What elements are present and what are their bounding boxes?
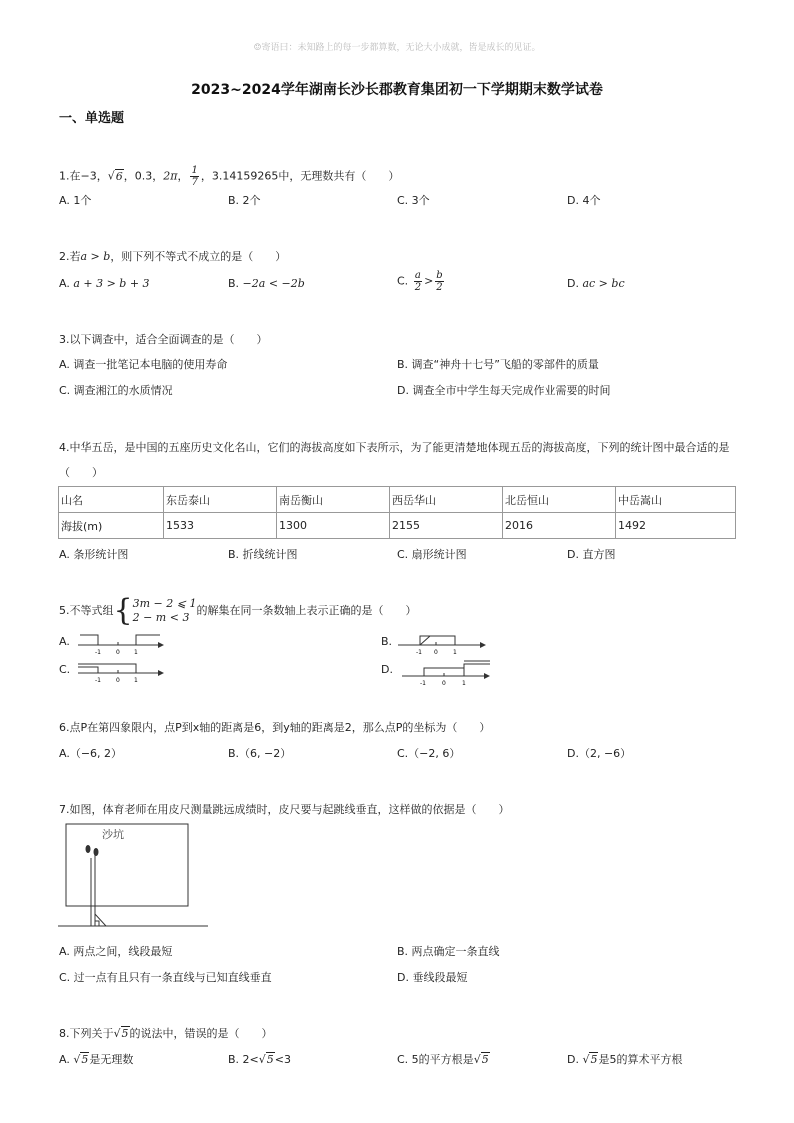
question-8-option-a[interactable]: A. √5是无理数 — [59, 1053, 134, 1066]
question-5-option-a[interactable]: A. — [59, 635, 70, 648]
question-4-paren: （ ） — [59, 466, 103, 479]
svg-text:0: 0 — [442, 680, 446, 687]
question-1-option-a[interactable]: A. 1个 — [59, 194, 92, 207]
table-cell: 2016 — [503, 513, 616, 539]
question-4-stem: 4.中华五岳，是中国的五座历史文化名山，它们的海拔高度如下表所示，为了能更清楚地体现五岳的海拔高度，下列的统计图中最合适的是 — [59, 441, 730, 454]
number-line-d — [398, 656, 498, 686]
table-cell: 山名 — [59, 487, 164, 513]
question-1-option-d[interactable]: D. 4个 — [567, 194, 601, 207]
question-8-option-c[interactable]: C. 5的平方根是√5 — [397, 1053, 489, 1066]
question-7-option-a[interactable]: A. 两点之间，线段最短 — [59, 945, 173, 958]
watermark: ☺寄语曰：未知路上的每一步都算数，无论大小成就，皆是成长的见证。 — [253, 43, 541, 53]
question-7-option-d[interactable]: D. 垂线段最短 — [397, 971, 468, 984]
svg-text:-1: -1 — [420, 680, 426, 687]
page-title: 2023~2024学年湖南长沙长郡教育集团初一下学期期末数学试卷 — [191, 82, 603, 98]
table-cell: 1492 — [616, 513, 736, 539]
question-4-option-b[interactable]: B. 折线统计图 — [228, 548, 298, 561]
svg-text:1: 1 — [453, 649, 457, 656]
number-line-a — [78, 630, 168, 656]
svg-text:-1: -1 — [416, 649, 422, 656]
question-7-option-c[interactable]: C. 过一点有且只有一条直线与已知直线垂直 — [59, 971, 272, 984]
question-8-option-d[interactable]: D. √5是5的算术平方根 — [567, 1053, 683, 1066]
number-line-c — [78, 658, 168, 684]
table-cell: 1533 — [164, 513, 277, 539]
brace: { — [113, 593, 133, 628]
footprint-icon — [86, 845, 99, 856]
table-cell: 2155 — [390, 513, 503, 539]
question-3-stem: 3.以下调查中，适合全面调查的是（ ） — [59, 333, 268, 346]
svg-text:1: 1 — [134, 677, 138, 684]
question-6-option-a[interactable]: A.（−6, 2） — [59, 747, 123, 760]
question-2-option-a[interactable]: A. a + 3 > b + 3 — [59, 277, 150, 290]
question-4-option-d[interactable]: D. 直方图 — [567, 548, 616, 561]
long-jump-figure — [58, 822, 208, 942]
question-7-option-b[interactable]: B. 两点确定一条直线 — [397, 945, 500, 958]
question-5-stem: 5.不等式组{3m − 2 ⩽ 1 2 − m < 3的解集在同一条数轴上表示正确的是（ ） — [59, 593, 417, 628]
question-1-option-c[interactable]: C. 3个 — [397, 194, 430, 207]
question-2-option-c[interactable]: C. $\frac{a}{2}$ > $\frac{b}{2}$ — [397, 270, 443, 293]
question-2-stem: 2.若a > b，则下列不等式不成立的是（ ） — [59, 250, 287, 263]
table-cell: 东岳泰山 — [164, 487, 277, 513]
question-3-option-c[interactable]: C. 调查湘江的水质情况 — [59, 384, 173, 397]
table-cell: 北岳恒山 — [503, 487, 616, 513]
question-1-option-b[interactable]: B. 2个 — [228, 194, 261, 207]
number-line-b — [398, 630, 488, 656]
svg-text:0: 0 — [116, 677, 120, 684]
table-cell: 南岳衡山 — [277, 487, 390, 513]
sandpit-label: 沙坑 — [102, 828, 124, 841]
table-row — [59, 487, 736, 513]
table-cell: 西岳华山 — [390, 487, 503, 513]
svg-text:-1: -1 — [95, 649, 101, 656]
question-8-stem: 8.下列关于√5的说法中，错误的是（ ） — [59, 1027, 273, 1040]
question-4-option-c[interactable]: C. 扇形统计图 — [397, 548, 467, 561]
svg-text:0: 0 — [116, 649, 120, 656]
table-cell: 1300 — [277, 513, 390, 539]
question-5-option-d[interactable]: D. — [381, 663, 393, 676]
question-4-option-a[interactable]: A. 条形统计图 — [59, 548, 129, 561]
question-3-option-b[interactable]: B. 调查“神舟十七号”飞船的零部件的质量 — [397, 358, 599, 371]
svg-text:-1: -1 — [95, 677, 101, 684]
inequality-system: 3m − 2 ⩽ 1 2 − m < 3 — [132, 597, 197, 624]
question-3-option-d[interactable]: D. 调查全市中学生每天完成作业需要的时间 — [397, 384, 611, 397]
question-2-option-b[interactable]: B. −2a < −2b — [228, 277, 305, 290]
question-2-option-d[interactable]: D. ac > bc — [567, 277, 625, 290]
question-6-option-b[interactable]: B.（6, −2） — [228, 747, 292, 760]
question-6-stem: 6.点P在第四象限内，点P到x轴的距离是6，到y轴的距离是2，那么点P的坐标为（ ） — [59, 721, 491, 734]
question-6-option-c[interactable]: C.（−2, 6） — [397, 747, 461, 760]
table-cell: 中岳嵩山 — [616, 487, 736, 513]
question-8-option-b[interactable]: B. 2<√5<3 — [228, 1053, 291, 1066]
table-cell: 海拔(m) — [59, 513, 164, 539]
svg-text:1: 1 — [462, 680, 466, 687]
table-row — [59, 513, 736, 539]
question-6-option-d[interactable]: D.（2, −6） — [567, 747, 632, 760]
mountain-height-table — [58, 486, 736, 539]
question-5-option-b[interactable]: B. — [381, 635, 393, 648]
section-heading: 一、单选题 — [59, 111, 125, 126]
svg-text:1: 1 — [134, 649, 138, 656]
question-3-option-a[interactable]: A. 调查一批笔记本电脑的使用寿命 — [59, 358, 228, 371]
question-7-stem: 7.如图，体育老师在用皮尺测量跳远成绩时，皮尺要与起跳线垂直，这样做的依据是（ ） — [59, 803, 510, 816]
question-5-option-c[interactable]: C. — [59, 663, 71, 676]
svg-text:0: 0 — [434, 649, 438, 656]
question-1-stem: 1.在−3，√6，0.3，2π， $\frac{1}{7}$ ，3.14159265中，无理数共有（ ） — [59, 165, 400, 188]
